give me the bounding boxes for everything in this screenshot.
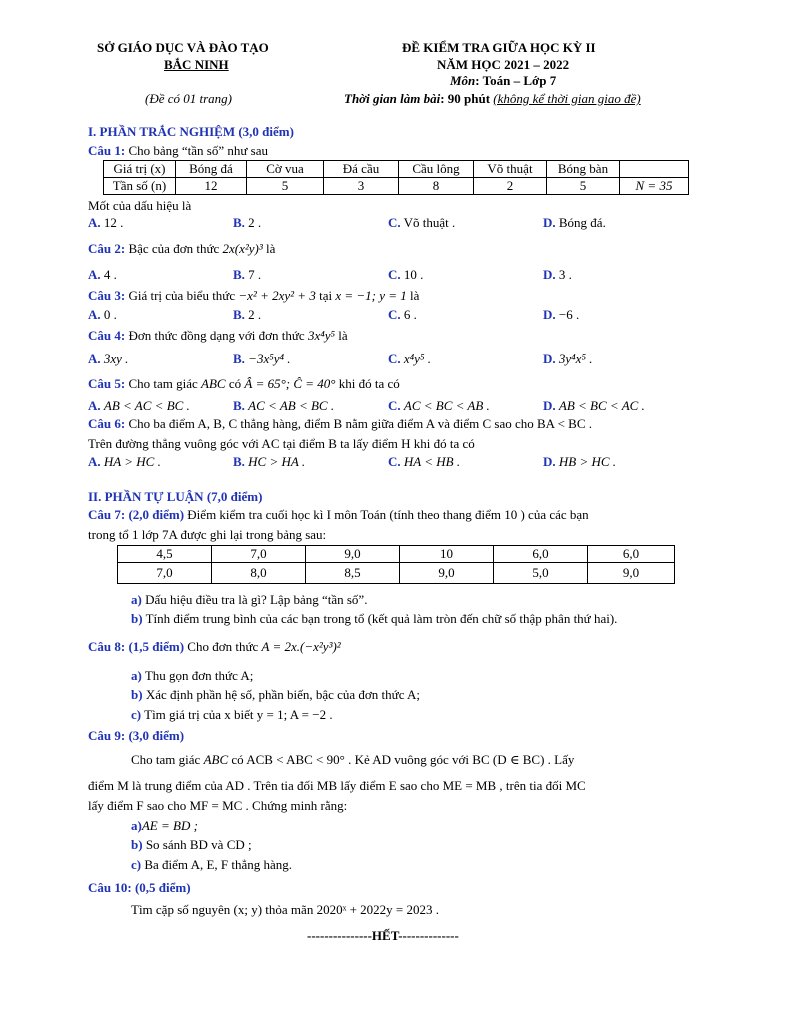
option-key: B. bbox=[233, 454, 245, 469]
dept-name: SỞ GIÁO DỤC VÀ ĐÀO TẠO bbox=[97, 40, 269, 55]
q3-expression: −x² + 2xy² + 3 bbox=[238, 288, 316, 303]
q8-label: Câu 8: (1,5 điểm) bbox=[88, 639, 185, 654]
item-text: Ba điểm A, E, F thẳng hàng. bbox=[144, 857, 293, 872]
option-b bbox=[233, 351, 291, 367]
q3 bbox=[88, 288, 419, 304]
q9-c bbox=[131, 857, 292, 873]
option-c bbox=[388, 307, 417, 323]
option-b bbox=[233, 215, 261, 231]
option-value: AB < AC < BC . bbox=[103, 398, 190, 413]
option-b bbox=[233, 454, 305, 470]
q4-text: Đơn thức đồng dạng với đơn thức bbox=[128, 328, 305, 343]
option-b bbox=[233, 307, 261, 323]
table-cell: 8,5 bbox=[306, 563, 400, 584]
table-cell: 8,0 bbox=[212, 563, 306, 584]
subject-value: : Toán – Lớp 7 bbox=[475, 73, 557, 88]
option-value: Bóng đá. bbox=[558, 215, 606, 230]
q3-mid: tại bbox=[319, 288, 333, 303]
option-key: B. bbox=[233, 307, 245, 322]
table-cell: 9,0 bbox=[306, 546, 400, 563]
option-value: 7 . bbox=[248, 267, 262, 282]
exam-title: ĐỀ KIỂM TRA GIỮA HỌC KỲ II bbox=[402, 40, 596, 55]
table-cell: 12 bbox=[176, 178, 247, 195]
option-key: A. bbox=[88, 215, 101, 230]
q7-line2: trong tổ 1 lớp 7A được ghi lại trong bảng sau: bbox=[88, 527, 327, 542]
option-value: 2 . bbox=[248, 215, 262, 230]
option-a bbox=[88, 398, 190, 414]
table-cell: Cầu lông bbox=[399, 161, 474, 178]
option-d bbox=[543, 267, 572, 283]
table-cell: 9,0 bbox=[588, 563, 675, 584]
option-key: D. bbox=[543, 215, 556, 230]
option-value: 3xy . bbox=[103, 351, 129, 366]
q8-c bbox=[131, 707, 333, 723]
subject-line bbox=[450, 73, 556, 89]
item-key: c) bbox=[131, 857, 142, 872]
q3-text: Giá trị của biểu thức bbox=[128, 288, 236, 303]
table-cell: 9,0 bbox=[400, 563, 494, 584]
q1-label: Câu 1: bbox=[88, 143, 126, 158]
q7 bbox=[88, 507, 589, 523]
option-key: B. bbox=[233, 267, 245, 282]
q5-tail: khi đó ta có bbox=[338, 376, 400, 391]
table-cell: Cờ vua bbox=[247, 161, 324, 178]
table-cell: 7,0 bbox=[212, 546, 306, 563]
q3-label: Câu 3: bbox=[88, 288, 126, 303]
q1-after: Mốt của dấu hiệu là bbox=[88, 198, 192, 213]
q7-line1: Điểm kiểm tra cuối học kì I môn Toán (tính theo thang điểm 10 ) của các bạn bbox=[187, 507, 589, 522]
option-value: AC < AB < BC . bbox=[248, 398, 335, 413]
q9-line1-a: Cho tam giác bbox=[131, 752, 201, 767]
option-d bbox=[543, 351, 592, 367]
option-c bbox=[388, 215, 455, 231]
q8-a bbox=[131, 668, 253, 684]
q5 bbox=[88, 376, 400, 392]
item-text: Xác định phần hệ số, phần biến, bậc của đơn thức A; bbox=[145, 687, 421, 702]
option-a bbox=[88, 267, 117, 283]
option-value: −6 . bbox=[558, 307, 580, 322]
option-value: 6 . bbox=[403, 307, 417, 322]
item-text: Dấu hiệu điều tra là gì? Lập bảng “tần số”. bbox=[145, 592, 368, 607]
province-name: BẮC NINH bbox=[164, 57, 229, 72]
q5-co: có bbox=[228, 376, 242, 391]
option-key: A. bbox=[88, 351, 101, 366]
option-value: HA < HB . bbox=[403, 454, 461, 469]
q7-b bbox=[131, 611, 617, 627]
option-value: Võ thuật . bbox=[403, 215, 456, 230]
option-value: −3x⁵y⁴ . bbox=[248, 351, 291, 366]
table-cell: 2 bbox=[474, 178, 547, 195]
q2 bbox=[88, 241, 275, 257]
table-cell: 8 bbox=[399, 178, 474, 195]
q3-tail: là bbox=[410, 288, 420, 303]
q4-label: Câu 4: bbox=[88, 328, 126, 343]
table-cell: 4,5 bbox=[118, 546, 212, 563]
option-value: 10 . bbox=[403, 267, 424, 282]
table-cell: 7,0 bbox=[118, 563, 212, 584]
option-key: A. bbox=[88, 307, 101, 322]
subject-label: Môn bbox=[450, 73, 476, 88]
table-cell: Bóng đá bbox=[176, 161, 247, 178]
option-b bbox=[233, 398, 334, 414]
q9-label: Câu 9: (3,0 điểm) bbox=[88, 728, 185, 743]
q5-label: Câu 5: bbox=[88, 376, 126, 391]
option-value: AC < BC < AB . bbox=[403, 398, 490, 413]
item-text: AE = BD ; bbox=[141, 818, 198, 833]
time-label: Thời gian làm bài bbox=[344, 91, 441, 106]
q6 bbox=[88, 416, 592, 432]
q10-text: Tìm cặp số nguyên (x; y) thỏa mãn 2020ˣ + 2022y = 2023 . bbox=[131, 902, 439, 917]
table-row bbox=[104, 178, 689, 195]
q6-line2: Trên đường thẳng vuông góc với AC tại điểm B ta lấy điểm H khi đó ta có bbox=[88, 436, 475, 451]
option-key: B. bbox=[233, 215, 245, 230]
q9-line1-d: ACB < ABC < 90° . Kẻ AD vuông góc với BC (D ∈ BC) . Lấy bbox=[246, 752, 575, 767]
table-cell: Võ thuật bbox=[474, 161, 547, 178]
option-a bbox=[88, 351, 128, 367]
option-value: 12 . bbox=[103, 215, 124, 230]
q5-triangle: ABC bbox=[201, 376, 226, 391]
time-line bbox=[344, 91, 641, 107]
table-cell: 10 bbox=[400, 546, 494, 563]
table-cell: 6,0 bbox=[588, 546, 675, 563]
school-year: NĂM HỌC 2021 – 2022 bbox=[437, 57, 570, 72]
table-cell: Đá cầu bbox=[324, 161, 399, 178]
q2-text: Bậc của đơn thức bbox=[128, 241, 220, 256]
q9-line1 bbox=[131, 752, 574, 768]
option-b bbox=[233, 267, 261, 283]
item-key: b) bbox=[131, 837, 143, 852]
table-cell: 5,0 bbox=[494, 563, 588, 584]
item-key: c) bbox=[131, 707, 142, 722]
option-value: HA > HC . bbox=[103, 454, 161, 469]
q9-line2: điểm M là trung điểm của AD . Trên tia đối MB lấy điểm E sao cho ME = MB , trên tia đối MC bbox=[88, 778, 586, 793]
option-d bbox=[543, 307, 579, 323]
table-cell: 5 bbox=[547, 178, 620, 195]
option-key: C. bbox=[388, 398, 401, 413]
q7-label: Câu 7: (2,0 điểm) bbox=[88, 507, 185, 522]
q3-condition: x = −1; y = 1 bbox=[335, 288, 407, 303]
option-key: B. bbox=[233, 398, 245, 413]
option-value: x⁴y⁵ . bbox=[403, 351, 431, 366]
q1-text: Cho bảng “tần số” như sau bbox=[128, 143, 268, 158]
q4-tail: là bbox=[338, 328, 348, 343]
option-key: D. bbox=[543, 267, 556, 282]
end-marker: ---------------HẾT-------------- bbox=[307, 928, 459, 943]
q6-label: Câu 6: bbox=[88, 416, 126, 431]
table-cell: N = 35 bbox=[620, 178, 689, 195]
option-value: HB > HC . bbox=[558, 454, 617, 469]
option-key: A. bbox=[88, 267, 101, 282]
q2-expression: 2x(x²y)³ bbox=[222, 241, 263, 256]
q9-line1-b: ABC bbox=[203, 752, 229, 767]
item-key: a) bbox=[131, 818, 142, 833]
table-cell: 6,0 bbox=[494, 546, 588, 563]
option-key: D. bbox=[543, 454, 556, 469]
table-cell: Bóng bàn bbox=[547, 161, 620, 178]
table-cell: 5 bbox=[247, 178, 324, 195]
option-value: 0 . bbox=[103, 307, 117, 322]
part2-title: II. PHẦN TỰ LUẬN (7,0 điểm) bbox=[88, 489, 263, 504]
option-c bbox=[388, 398, 490, 414]
table-row bbox=[118, 546, 675, 563]
option-key: A. bbox=[88, 398, 101, 413]
q9-line1-c: có bbox=[231, 752, 244, 767]
option-key: D. bbox=[543, 307, 556, 322]
option-a bbox=[88, 454, 161, 470]
option-c bbox=[388, 267, 423, 283]
q8-b bbox=[131, 687, 420, 703]
q2-tail: là bbox=[266, 241, 276, 256]
q5-angles: Â = 65°; Ĉ = 40° bbox=[244, 376, 336, 391]
item-text: Thu gọn đơn thức A; bbox=[144, 668, 254, 683]
table-cell bbox=[620, 161, 689, 178]
q2-label: Câu 2: bbox=[88, 241, 126, 256]
q5-text: Cho tam giác bbox=[128, 376, 198, 391]
q4-expression: 3x⁴y⁵ bbox=[307, 328, 336, 343]
option-d bbox=[543, 398, 645, 414]
option-value: 3 . bbox=[558, 267, 572, 282]
option-key: C. bbox=[388, 351, 401, 366]
option-a bbox=[88, 215, 123, 231]
time-note: (không kể thời gian giao đề) bbox=[493, 91, 641, 106]
pages-note: (Đề có 01 trang) bbox=[145, 91, 233, 106]
q6-line1: Cho ba điểm A, B, C thẳng hàng, điểm B nằm giữa điểm A và điểm C sao cho BA < BC . bbox=[128, 416, 593, 431]
q10-label: Câu 10: (0,5 điểm) bbox=[88, 880, 191, 895]
option-key: D. bbox=[543, 398, 556, 413]
option-key: A. bbox=[88, 454, 101, 469]
item-key: a) bbox=[131, 592, 142, 607]
item-text: Tính điểm trung bình của các bạn trong tổ (kết quả làm tròn đến chữ số thập phân thứ hai). bbox=[145, 611, 618, 626]
option-value: 2 . bbox=[248, 307, 262, 322]
option-a bbox=[88, 307, 117, 323]
item-text: So sánh BD và CD ; bbox=[145, 837, 252, 852]
q4 bbox=[88, 328, 348, 344]
option-key: C. bbox=[388, 307, 401, 322]
time-value: : 90 phút bbox=[440, 91, 491, 106]
q8-text: Cho đơn thức bbox=[187, 639, 259, 654]
option-d bbox=[543, 454, 616, 470]
option-key: C. bbox=[388, 267, 401, 282]
q8-expression: A = 2x.(−x²y³)² bbox=[261, 639, 341, 654]
q7-score-table bbox=[117, 545, 675, 584]
table-cell: Giá trị (x) bbox=[104, 161, 176, 178]
table-row bbox=[118, 563, 675, 584]
option-value: AB < BC < AC . bbox=[558, 398, 645, 413]
table-cell: Tần số (n) bbox=[104, 178, 176, 195]
item-key: b) bbox=[131, 611, 143, 626]
table-cell: 3 bbox=[324, 178, 399, 195]
item-key: a) bbox=[131, 668, 142, 683]
option-c bbox=[388, 454, 460, 470]
item-text: Tìm giá trị của x biết y = 1; A = −2 . bbox=[144, 707, 333, 722]
option-key: C. bbox=[388, 215, 401, 230]
q9-a bbox=[131, 818, 198, 834]
option-value: 4 . bbox=[103, 267, 117, 282]
option-key: C. bbox=[388, 454, 401, 469]
option-value: HC > HA . bbox=[248, 454, 306, 469]
part1-title: I. PHẦN TRẮC NGHIỆM (3,0 điểm) bbox=[88, 124, 294, 139]
q1 bbox=[88, 143, 268, 159]
q9-line3: lấy điểm F sao cho MF = MC . Chứng minh rằng: bbox=[88, 798, 348, 813]
q8 bbox=[88, 639, 341, 655]
option-d bbox=[543, 215, 606, 231]
item-key: b) bbox=[131, 687, 143, 702]
option-key: D. bbox=[543, 351, 556, 366]
q9-b bbox=[131, 837, 252, 853]
table-row bbox=[104, 161, 689, 178]
option-value: 3y⁴x⁵ . bbox=[558, 351, 593, 366]
q1-frequency-table bbox=[103, 160, 689, 195]
option-key: B. bbox=[233, 351, 245, 366]
q7-a bbox=[131, 592, 367, 608]
option-c bbox=[388, 351, 431, 367]
